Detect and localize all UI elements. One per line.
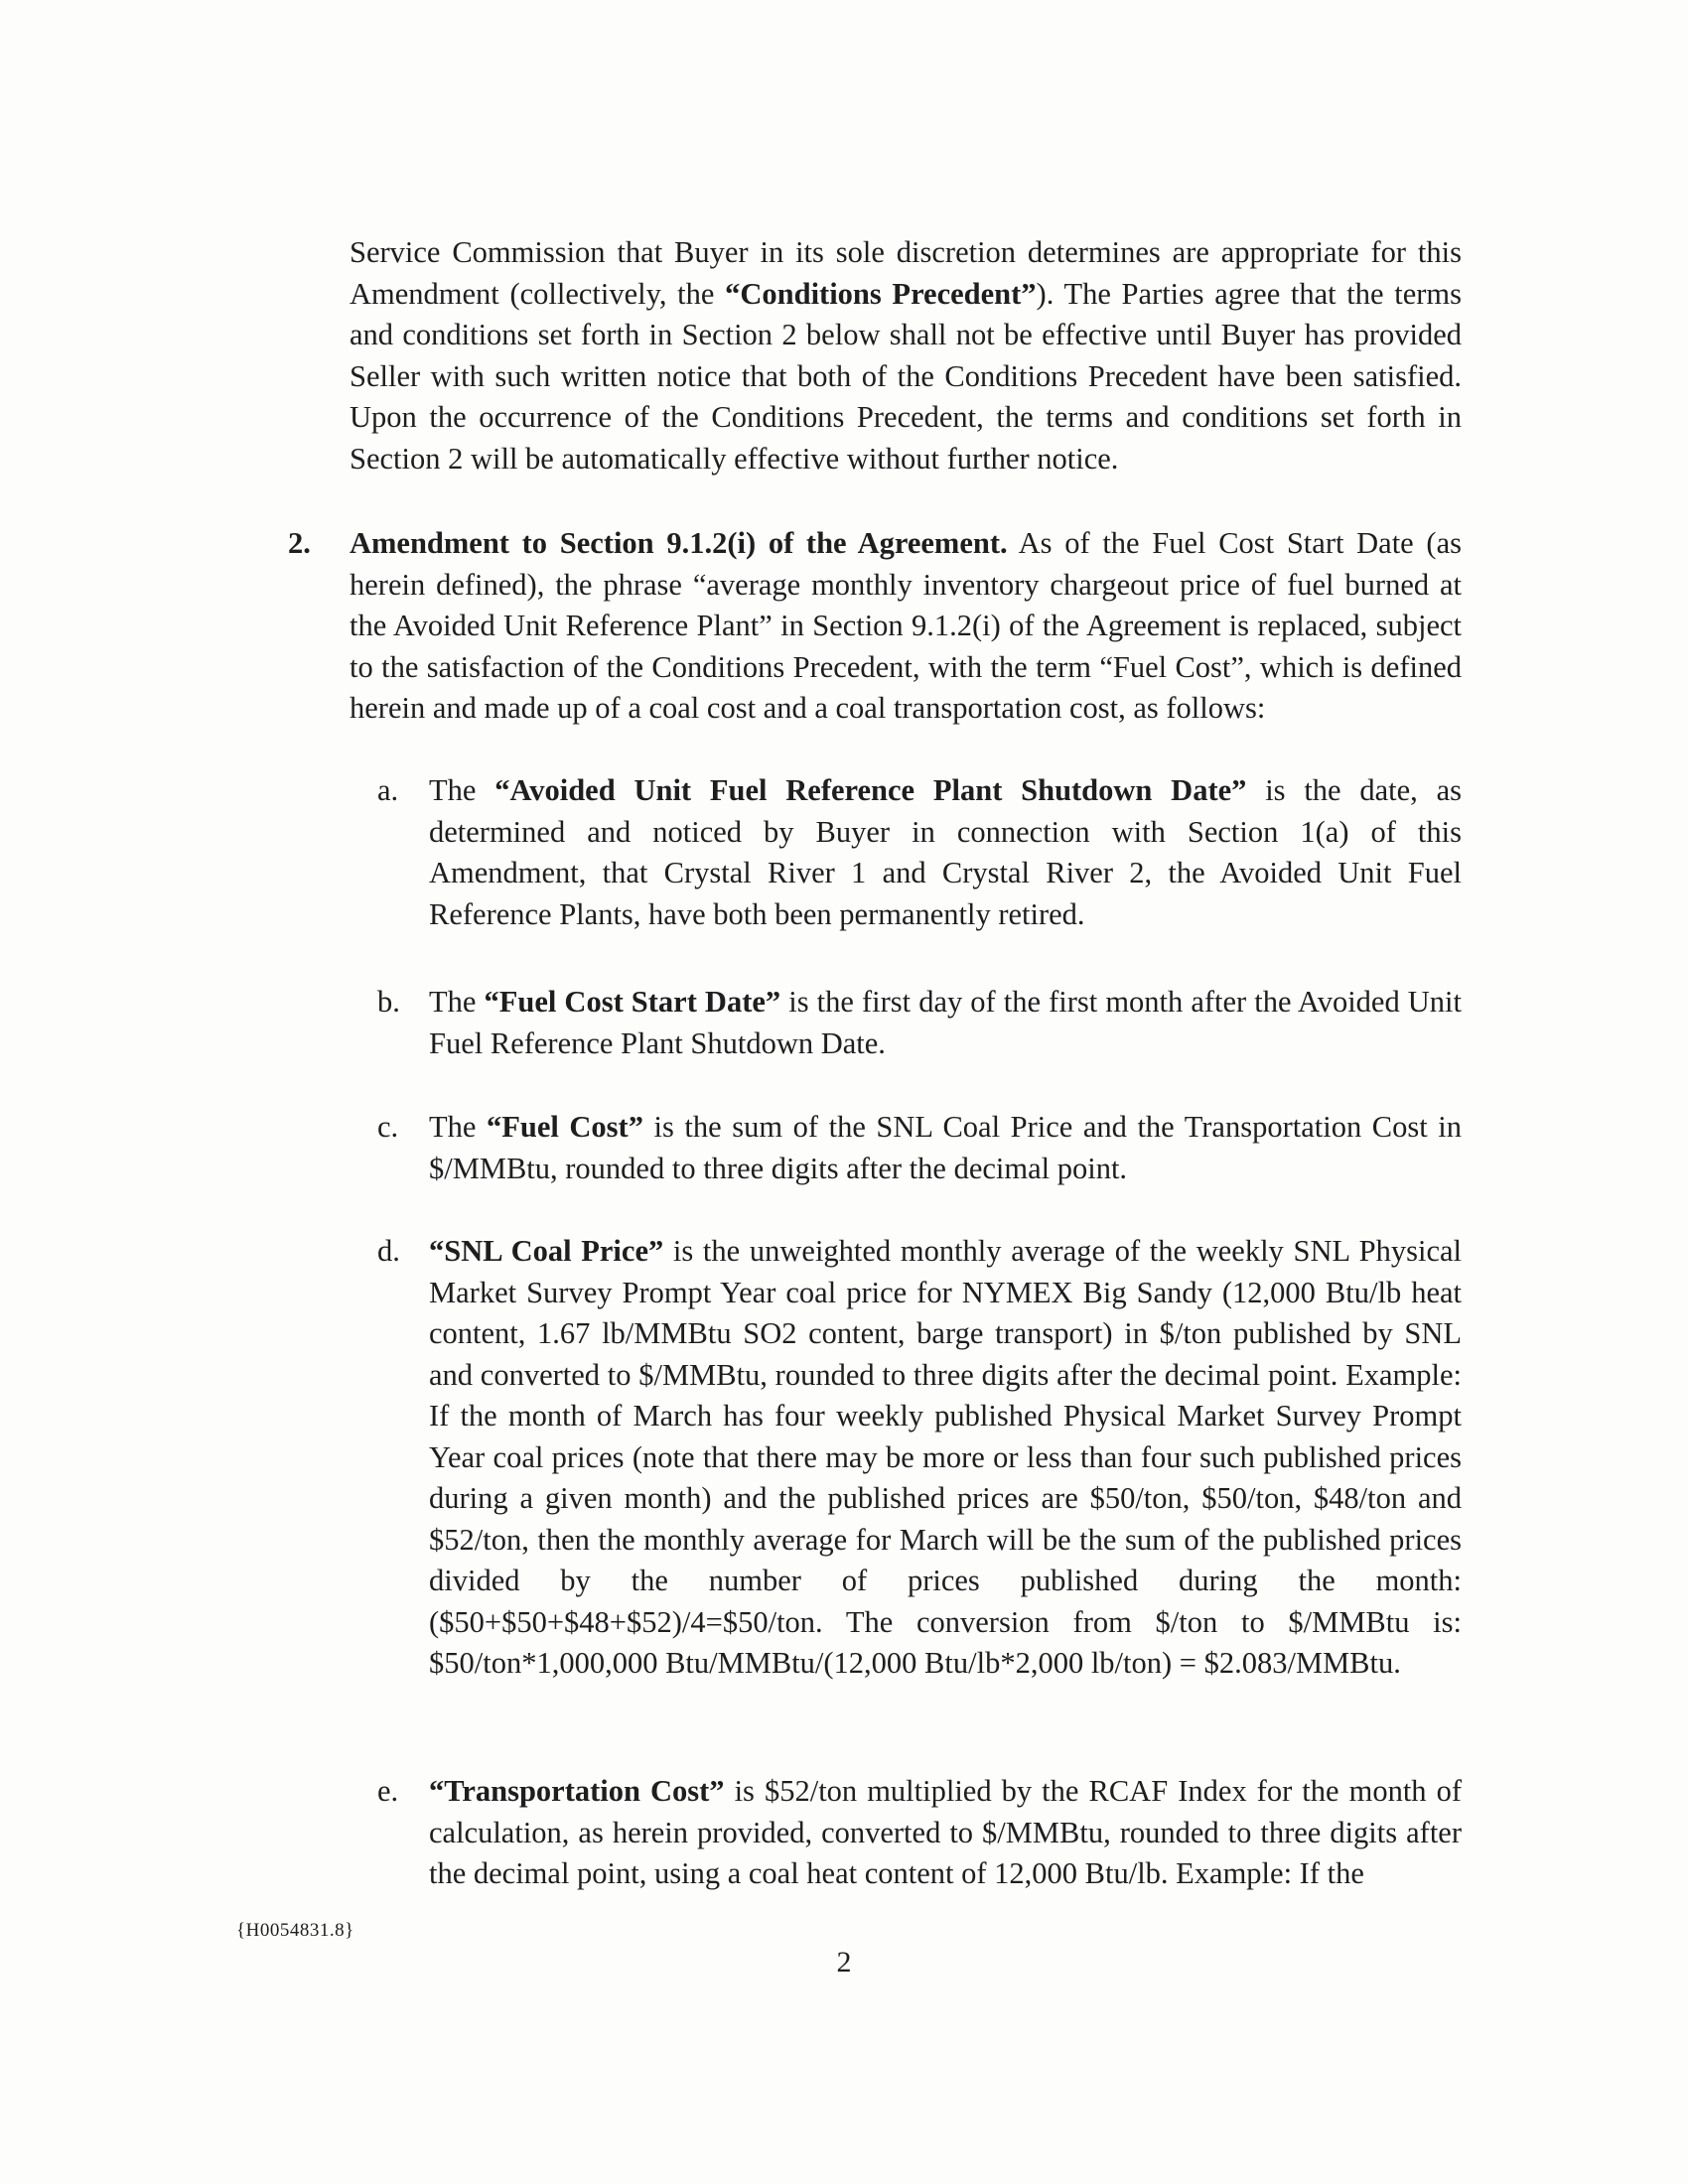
item-text: is $52/ton multiplied by the RCAF Index for the month of calculation, as herein provided, converted to $/MMBtu, rounded to three digits after the decimal point, using a coal heat content of 12,000 Btu/lb. Example: If the [429,1774,1462,1890]
list-item-c [377,1107,1462,1189]
defined-term: “Fuel Cost” [486,1110,643,1144]
section-2 [288,523,1462,730]
item-body [429,1231,1462,1685]
item-letter: b. [377,985,400,1019]
defined-term-conditions-precedent: “Conditions Precedent” [725,276,1037,311]
list-item-a [377,770,1462,935]
item-text: is the first day of the first month after the Avoided Unit Fuel Reference Plant Shutdown Date. [429,985,1462,1060]
intro-paragraph [350,232,1462,479]
item-letter: d. [377,1234,400,1268]
item-lead: The [429,985,485,1019]
list-item-b [377,982,1462,1064]
page-number: 2 [836,1946,852,1979]
document-id: {H0054831.8} [236,1920,354,1941]
item-letter: a. [377,773,399,807]
defined-term: “Avoided Unit Fuel Reference Plant Shutdown Date” [494,773,1247,807]
item-letter: e. [377,1774,399,1808]
item-text: is the sum of the SNL Coal Price and the Transportation Cost in $/MMBtu, rounded to three digits after the decimal point. [429,1110,1462,1185]
item-body [429,982,1462,1064]
section-2-text: As of the Fuel Cost Start Date (as herein defined), the phrase “average monthly inventory chargeout price of fuel burned at the Avoided Unit Reference Plant” in Section 9.1.2(i) of the Agreement is replaced, subject to the satisfaction of the Conditions Precedent, with the term “Fuel Cost”, which is defined herein and made up of a coal cost and a coal transportation cost, as follows: [350,526,1462,725]
defined-term: “Transportation Cost” [429,1774,725,1808]
defined-term: “Fuel Cost Start Date” [484,985,781,1019]
section-heading: Amendment to Section 9.1.2(i) of the Agreement. [350,526,1008,560]
item-body [429,770,1462,935]
item-lead: The [429,773,495,807]
item-body [429,1771,1462,1895]
defined-term: “SNL Coal Price” [429,1234,664,1268]
item-lead: The [429,1110,487,1144]
item-text: is the unweighted monthly average of the weekly SNL Physical Market Survey Prompt Year coal price for NYMEX Big Sandy (12,000 Btu/lb heat content, 1.67 lb/MMBtu SO2 content, barge transport) in $/ton published by SNL and converted to $/MMBtu, rounded to three digits after the decimal point. Example: If the month of March has four weekly published Physical Market Survey Prompt Year coal prices (note that there may be more or less than four such published prices during a given month) and the published prices are $50/ton, $50/ton, $48/ton and $52/ton, then the monthly average for March will be the sum of the published prices divided by the number of prices published during the month: ($50+$50+$48+$52)/4=$50/ton. The conversion from $/ton to $/MMBtu is: $50/ton*1,000,000 Btu/MMBtu/(12,000 Btu/lb*2,000 lb/ton) = $2.083/MMBtu. [429,1234,1462,1680]
section-number: 2. [288,526,311,560]
item-text: is the date, as determined and noticed by Buyer in connection with Section 1(a) of this Amendment, that Crystal River 1 and Crystal River 2, the Avoided Unit Fuel Reference Plants, have both been permanently retired. [429,773,1463,931]
list-item-d [377,1231,1462,1685]
item-letter: c. [377,1110,399,1144]
intro-text-2: ). The Parties agree that the terms and conditions set forth in Section 2 below shall not be effective until Buyer has provided Seller with such written notice that both of the Conditions Precedent have been satisfied. Upon the occurrence of the Conditions Precedent, the terms and conditions set forth in Section 2 will be automatically effective without further notice. [350,276,1463,476]
intro-text-1: Service Commission that Buyer in its sole discretion determines are appropriate for this Amendment (collectively, the [350,235,1462,311]
item-body [429,1107,1462,1189]
list-item-e [377,1771,1462,1895]
section-2-body [350,523,1462,730]
